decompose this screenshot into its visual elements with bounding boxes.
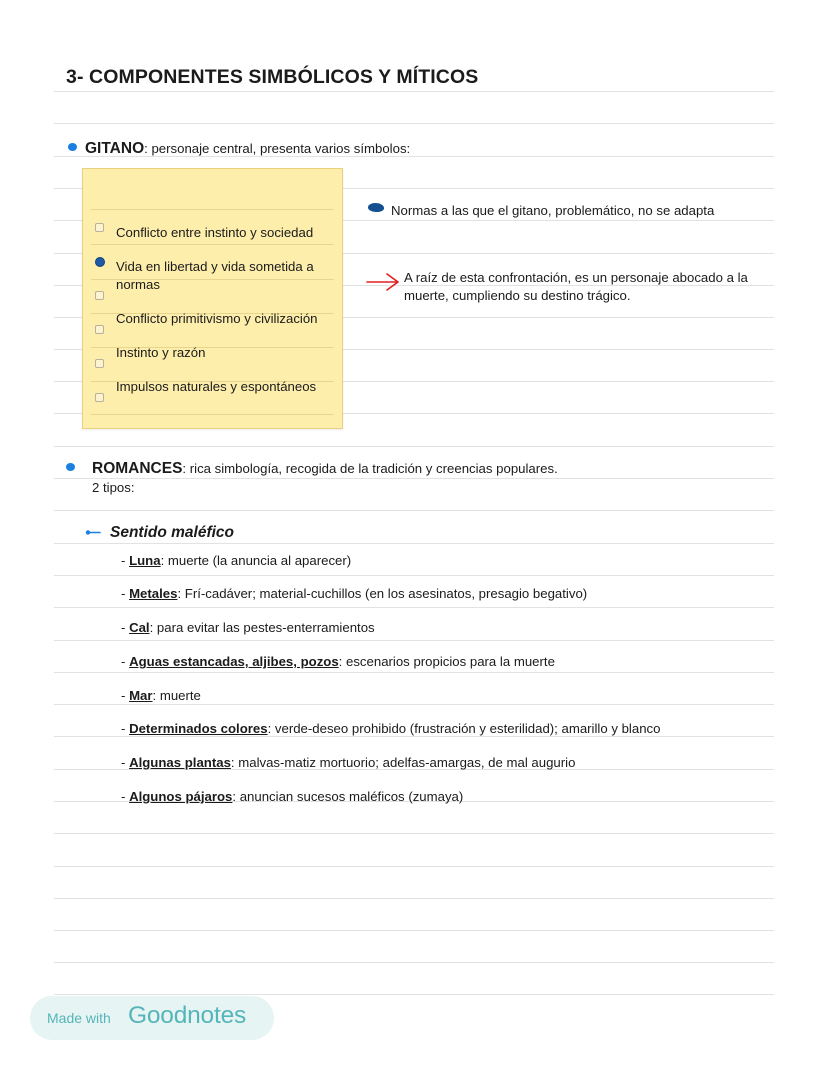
list-item-term: Algunas plantas [129,755,231,770]
list-item: - Algunas plantas: malvas-matiz mortuorio; adelfas-amargas, de mal augurio [121,755,576,770]
made-with-goodnotes-badge[interactable] [30,996,274,1040]
romances-heading [92,459,562,497]
checkbox-checked-icon[interactable] [95,257,105,267]
list-item-term: Aguas estancadas, aljibes, pozos [129,654,339,669]
list-item-term: Determinados colores [129,721,268,736]
list-item-term: Metales [129,586,178,601]
arrow-right-icon [366,272,400,292]
gitano-heading-text: : personaje central, presenta varios símbolos: [144,141,411,156]
checkbox-icon[interactable] [95,291,104,300]
ink-blob-icon [368,203,384,212]
note-normas: Normas a las que el gitano, problemático, no se adapta [391,203,715,218]
list-item-desc: : Frí-cadáver; material-cuchillos (en los asesinatos, presagio begativo) [177,586,588,601]
note-confrontacion: A raíz de esta confrontación, es un personaje abocado a la muerte, cumpliendo su destino trágico. [404,270,748,303]
list-item-term: Algunos pájaros [129,789,233,804]
list-item-desc: : escenarios propicios para la muerte [338,654,555,669]
checkbox-icon[interactable] [95,223,104,232]
list-item-term: Cal [129,620,150,635]
list-item: - Luna: muerte (la anuncia al aparecer) [121,553,352,568]
sticky-item: Vida en libertad y vida sometida a normas [116,259,314,292]
checkbox-icon[interactable] [95,359,104,368]
checkbox-icon[interactable] [95,325,104,334]
list-item-term: Luna [129,553,161,568]
sticky-item: Conflicto entre instinto y sociedad [116,225,314,240]
badge-brand: Goodnotes [128,1002,247,1029]
list-item-desc: : verde-deseo prohibido (frustración y esterilidad); amarillo y blanco [267,721,661,736]
list-item: - Algunos pájaros: anuncian sucesos maléficos (zumaya) [121,789,464,804]
bullet-dot-icon [66,463,75,471]
sticky-note[interactable] [82,168,343,429]
subheading-sentido-malefico: Sentido maléfico [110,524,235,541]
sticky-item: Impulsos naturales y espontáneos [116,379,317,394]
sticky-item: Conflicto primitivismo y civilización [116,311,318,326]
list-item: - Metales: Frí-cadáver; material-cuchillos (en los asesinatos, presagio begativo) [121,586,588,601]
gitano-heading [85,140,410,158]
gitano-heading-term: GITANO [85,140,145,157]
list-item: - Aguas estancadas, aljibes, pozos: escenarios propicios para la muerte [121,654,555,669]
list-item-desc: : malvas-matiz mortuorio; adelfas-amargas, de mal augurio [230,755,576,770]
list-item-term: Mar [129,688,153,703]
bullet-dot-icon [68,143,77,151]
romances-heading-text: : rica simbología, recogida de la tradición y creencias populares. 2 tipos: [92,461,558,495]
dash-bullet-icon [85,529,101,536]
list-item-desc: : muerte (la anuncia al aparecer) [160,553,352,568]
checkbox-icon[interactable] [95,393,104,402]
romances-heading-term: ROMANCES [92,460,183,477]
badge-made-with: Made with [47,1010,111,1026]
list-item-desc: : anuncian sucesos maléficos (zumaya) [232,789,464,804]
list-item: - Cal: para evitar las pestes-enterramientos [121,620,375,635]
sticky-item: Instinto y razón [116,345,206,360]
list-item: - Determinados colores: verde-deseo prohibido (frustración y esterilidad); amarillo y blanco [121,721,661,736]
list-item-desc: : muerte [152,688,201,703]
list-item-desc: : para evitar las pestes-enterramientos [149,620,375,635]
page-title: 3- COMPONENTES SIMBÓLICOS Y MÍTICOS [66,66,479,88]
list-item: - Mar: muerte [121,688,201,703]
